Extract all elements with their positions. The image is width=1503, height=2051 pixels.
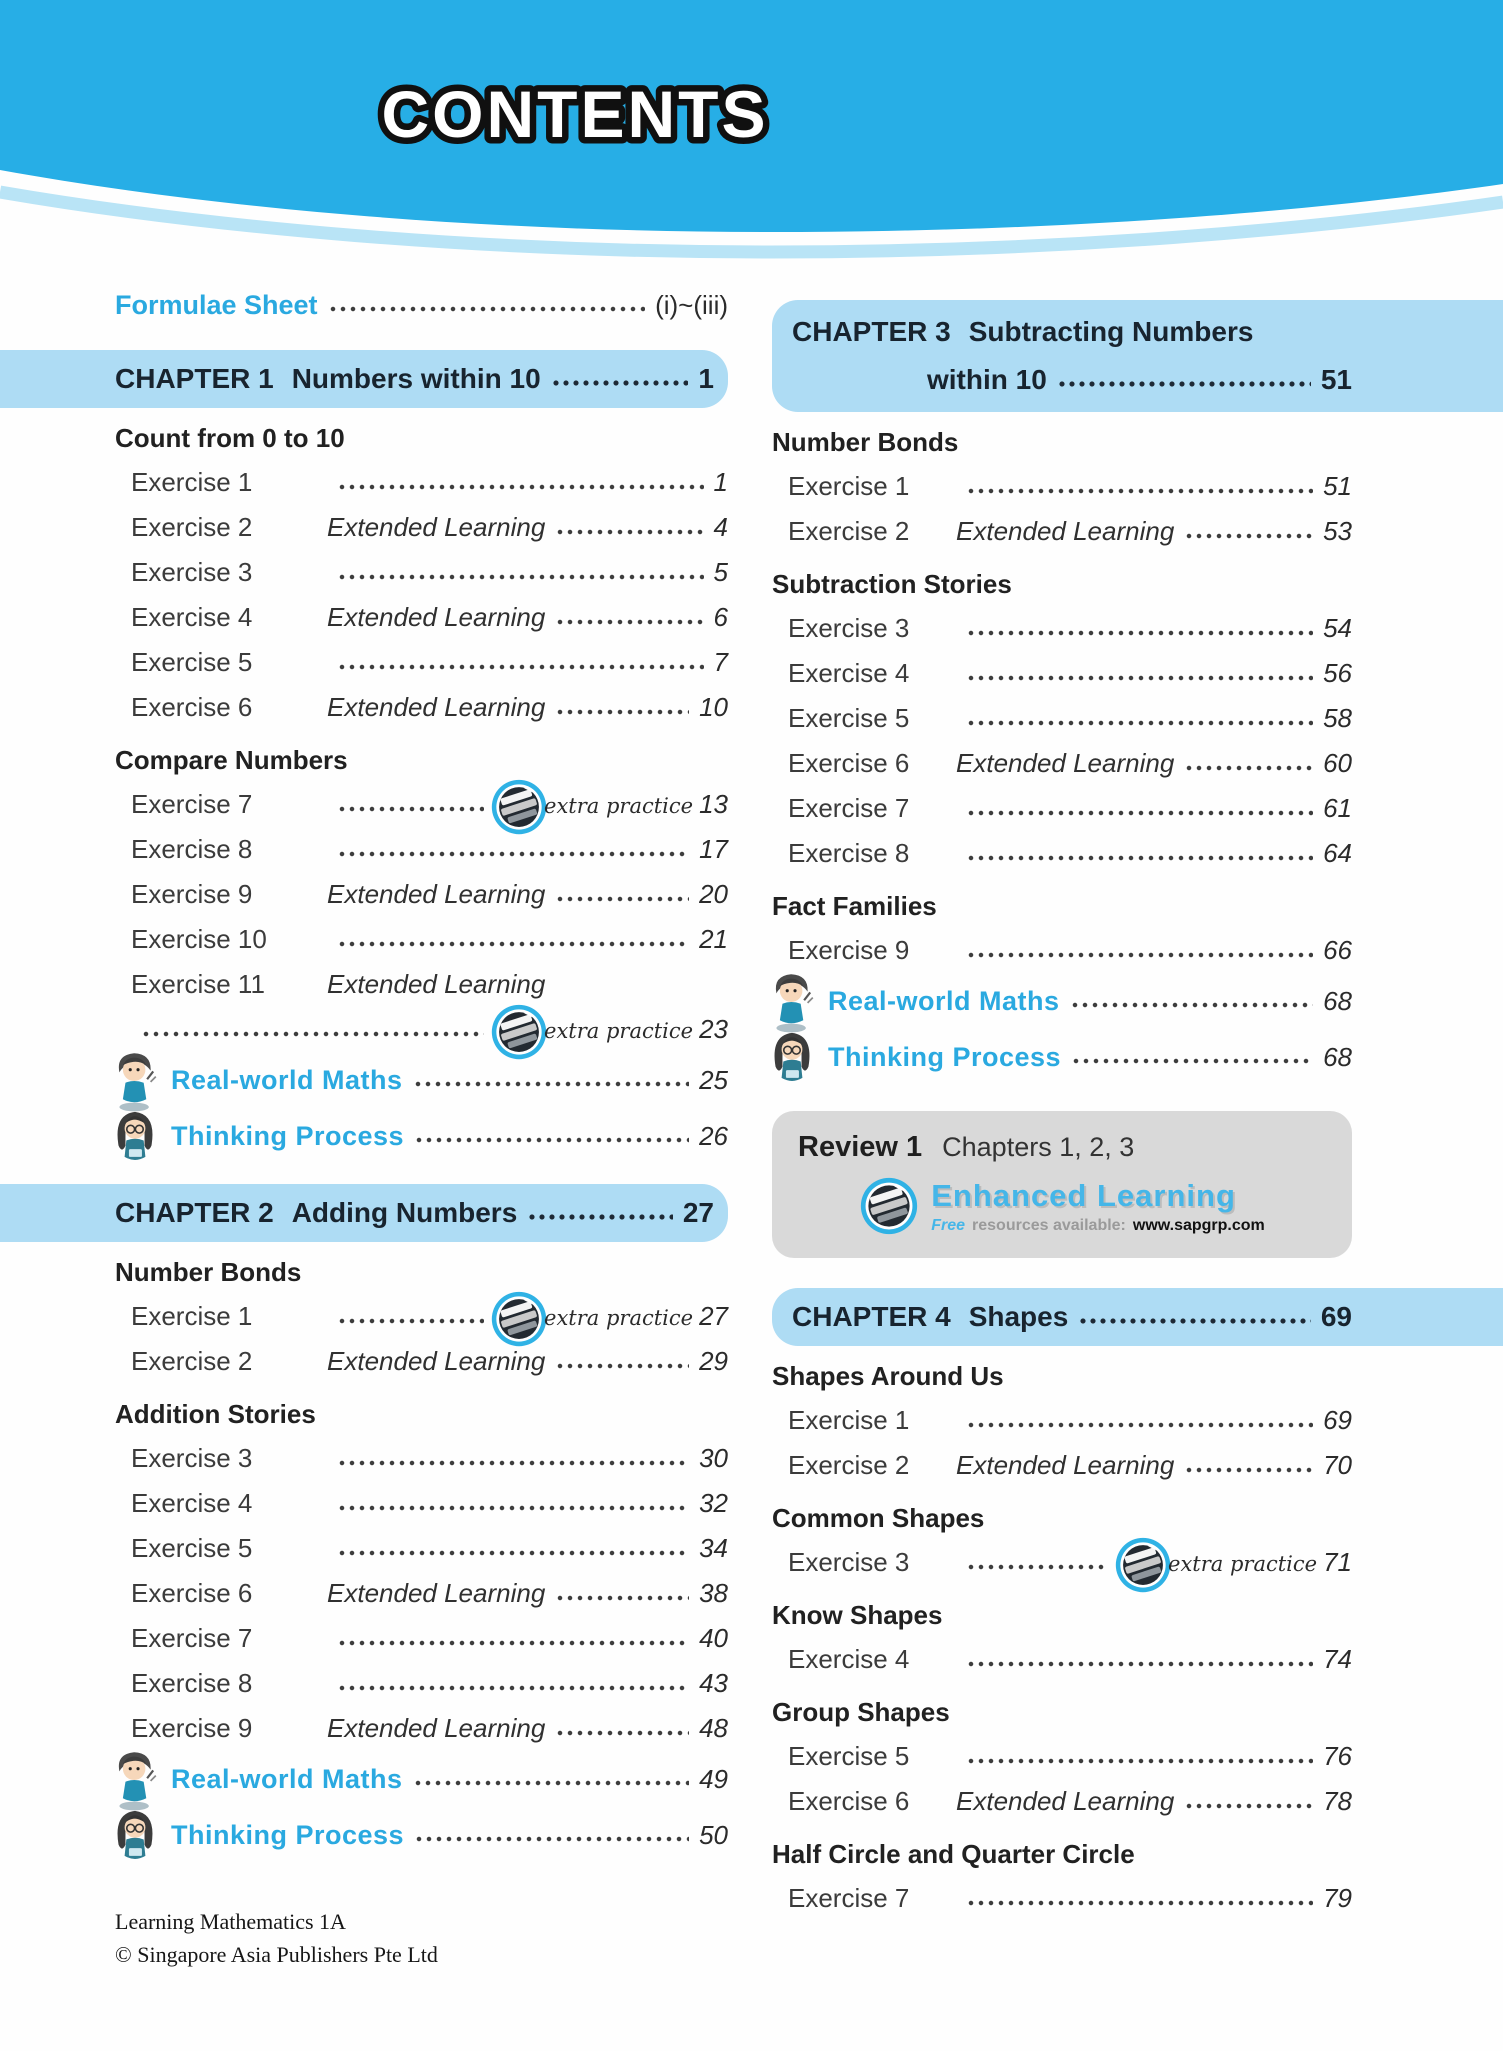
dotted-leader <box>1184 533 1313 539</box>
dotted-leader <box>337 574 704 580</box>
page-number: 25 <box>699 1064 728 1095</box>
toc-right-column <box>772 280 1352 1921</box>
exercise-label: Exercise 8 <box>131 1668 253 1698</box>
dotted-leader <box>1184 765 1313 771</box>
chapter-number: CHAPTER 1 <box>115 363 274 394</box>
dotted-leader <box>966 810 1313 816</box>
page-number: 4 <box>713 512 728 542</box>
extra-practice-stamp <box>1114 1548 1317 1578</box>
feature-entry <box>115 1052 728 1108</box>
chapter-heading <box>0 1184 728 1242</box>
dotted-leader <box>337 1550 689 1556</box>
chapter-title: Subtracting Numbers <box>968 316 1254 347</box>
exercise-label: Exercise 11 <box>131 969 265 999</box>
extra-practice-icon <box>490 1003 548 1061</box>
dotted-leader <box>966 1661 1313 1667</box>
dotted-leader <box>966 1422 1313 1428</box>
dotted-leader <box>555 1363 689 1369</box>
exercise-label: Exercise 5 <box>788 703 910 733</box>
thinking-process-character-icon <box>766 1025 818 1091</box>
exercise-label: Exercise 4 <box>788 658 910 688</box>
exercise-label: Exercise 6 <box>788 748 910 778</box>
toc-entry <box>772 509 1352 554</box>
extra-practice-stamp <box>490 1015 693 1045</box>
page-number: 6 <box>713 602 728 632</box>
toc-entry <box>772 1398 1352 1443</box>
exercise-label: Exercise 9 <box>131 879 253 909</box>
toc-entry <box>772 831 1352 876</box>
section-heading: Number Bonds <box>115 1257 302 1287</box>
page-number: 40 <box>699 1623 728 1653</box>
exercise-label: Exercise 6 <box>788 1786 910 1816</box>
exercise-label: Exercise 5 <box>131 1533 253 1563</box>
chapter-number: CHAPTER 2 <box>115 1197 274 1228</box>
toc-content <box>0 280 1503 1921</box>
exercise-label: Exercise 1 <box>131 467 253 497</box>
toc-entry <box>772 741 1352 786</box>
chapter-number: CHAPTER 3 <box>792 316 951 347</box>
exercise-label: Exercise 6 <box>131 692 253 722</box>
dotted-leader <box>555 709 689 715</box>
dotted-leader <box>966 630 1313 636</box>
dotted-leader <box>414 1137 689 1143</box>
toc-entry <box>115 872 728 917</box>
exercise-label: Exercise 4 <box>131 602 253 632</box>
chapter-number: CHAPTER 4 <box>792 1301 951 1332</box>
extra-practice-label: extra practice <box>544 1018 694 1043</box>
feature-label: Real-world Maths <box>171 1763 403 1794</box>
enhanced-learning-text <box>931 1178 1265 1235</box>
extra-practice-label: extra practice <box>1168 1551 1318 1576</box>
exercise-label: Exercise 1 <box>788 1405 910 1435</box>
page-header-banner <box>0 0 1503 265</box>
page-number: 29 <box>699 1346 728 1376</box>
section-heading: Group Shapes <box>772 1697 950 1727</box>
toc-entry <box>115 1616 728 1661</box>
exercise-label: Exercise 7 <box>131 789 253 819</box>
extra-practice-label: extra practice <box>544 1305 694 1330</box>
toc-entry <box>772 464 1352 509</box>
dotted-leader <box>555 619 703 625</box>
page-number: 13 <box>699 789 728 819</box>
page-number: 69 <box>1323 1405 1352 1435</box>
chapter-heading <box>772 300 1503 412</box>
exercise-label: Exercise 1 <box>131 1301 253 1331</box>
extra-practice-icon <box>490 1290 548 1348</box>
enhanced-learning-logo-icon <box>859 1176 919 1236</box>
feature-label: Thinking Process <box>171 1120 405 1151</box>
review-subtitle: Chapters 1, 2, 3 <box>942 1132 1135 1162</box>
feature-entry <box>115 1108 728 1164</box>
toc-entry <box>772 696 1352 741</box>
dotted-leader <box>966 1758 1313 1764</box>
exercise-label: Exercise 2 <box>131 1346 253 1376</box>
page-number: 53 <box>1323 516 1352 546</box>
dotted-leader <box>966 1564 1108 1570</box>
exercise-note: Extended Learning <box>956 1450 1175 1480</box>
dotted-leader <box>337 664 704 670</box>
toc-entry <box>115 1436 728 1481</box>
section-heading: Fact Families <box>772 891 937 921</box>
exercise-note: Extended Learning <box>956 1786 1175 1816</box>
dotted-leader <box>1057 381 1311 387</box>
page-number: 23 <box>699 1014 728 1044</box>
chapter-heading <box>0 350 728 408</box>
toc-entry <box>772 1540 1352 1585</box>
page-number: 66 <box>1323 935 1352 965</box>
dotted-leader <box>328 306 646 312</box>
exercise-note: Extended Learning <box>327 1713 546 1743</box>
exercise-label: Exercise 7 <box>788 793 910 823</box>
dotted-leader <box>414 1836 689 1842</box>
page-number: 74 <box>1323 1644 1352 1674</box>
dotted-leader <box>527 1214 673 1220</box>
enhanced-learning-title: Enhanced Learning <box>931 1177 1236 1213</box>
dotted-leader <box>966 952 1313 958</box>
formulae-sheet-page: (i)~(iii) <box>655 289 728 320</box>
page-number: 1 <box>713 467 728 497</box>
exercise-label: Exercise 5 <box>788 1741 910 1771</box>
toc-entry <box>115 640 728 685</box>
exercise-note: Extended Learning <box>327 1578 546 1608</box>
toc-entry <box>115 1526 728 1571</box>
page-number: 70 <box>1323 1450 1352 1480</box>
dotted-leader <box>966 1900 1313 1906</box>
toc-entry <box>115 917 728 962</box>
page-number: 56 <box>1323 658 1352 688</box>
page-number: 26 <box>699 1120 728 1151</box>
exercise-label: Exercise 10 <box>131 924 267 954</box>
section-heading: Shapes Around Us <box>772 1361 1004 1391</box>
toc-entry <box>772 1637 1352 1682</box>
header-curve-graphic <box>0 0 1503 265</box>
feature-entry <box>115 1751 728 1807</box>
exercise-note: Extended Learning <box>956 748 1175 778</box>
feature-label: Real-world Maths <box>828 985 1060 1016</box>
exercise-label: Exercise 7 <box>131 1623 253 1653</box>
toc-entry <box>772 1443 1352 1488</box>
toc-left-column <box>115 280 728 1921</box>
page-number: 48 <box>699 1713 728 1743</box>
toc-entry <box>772 1876 1352 1921</box>
dotted-leader <box>551 380 689 386</box>
dotted-leader <box>555 896 689 902</box>
exercise-note: Extended Learning <box>327 1346 546 1376</box>
thinking-process-character-icon <box>109 1104 161 1170</box>
page-number: 68 <box>1323 1041 1352 1072</box>
section-heading: Common Shapes <box>772 1503 985 1533</box>
section-heading: Count from 0 to 10 <box>115 423 345 453</box>
toc-entry <box>772 651 1352 696</box>
exercise-label: Exercise 1 <box>788 471 910 501</box>
dotted-leader <box>337 1640 689 1646</box>
page-number: 49 <box>699 1763 728 1794</box>
extra-practice-stamp <box>490 790 693 820</box>
free-label: Free <box>931 1216 966 1234</box>
page-number: 43 <box>699 1668 728 1698</box>
entry-line1 <box>115 962 728 1007</box>
page-number: 58 <box>1323 703 1352 733</box>
dotted-leader <box>337 806 484 812</box>
resources-available-label: resources available: <box>972 1216 1126 1234</box>
section-heading: Compare Numbers <box>115 745 348 775</box>
dotted-leader <box>966 720 1313 726</box>
dotted-leader <box>337 484 704 490</box>
toc-entry <box>115 1339 728 1384</box>
dotted-leader <box>1184 1467 1313 1473</box>
toc-entry <box>115 1571 728 1616</box>
exercise-label: Exercise 9 <box>788 935 910 965</box>
exercise-label: Exercise 6 <box>131 1578 253 1608</box>
page-number: 20 <box>699 879 728 909</box>
dotted-leader <box>555 529 703 535</box>
exercise-label: Exercise 8 <box>788 838 910 868</box>
page-number: 30 <box>699 1443 728 1473</box>
page-number: 78 <box>1323 1786 1352 1816</box>
dotted-leader <box>555 1595 689 1601</box>
page-number: 79 <box>1323 1883 1352 1913</box>
dotted-leader <box>1070 1002 1314 1008</box>
toc-entry <box>115 550 728 595</box>
book-title: Learning Mathematics 1A <box>115 1909 346 1934</box>
toc-entry <box>772 606 1352 651</box>
page-number: 68 <box>1323 985 1352 1016</box>
exercise-label: Exercise 4 <box>788 1644 910 1674</box>
formulae-sheet-entry <box>115 280 728 330</box>
exercise-label: Exercise 3 <box>788 613 910 643</box>
feature-label: Thinking Process <box>171 1819 405 1850</box>
toc-entry <box>115 1294 728 1339</box>
dotted-leader <box>337 1685 689 1691</box>
page-number: 5 <box>713 557 728 587</box>
page-number: 32 <box>699 1488 728 1518</box>
dotted-leader <box>1184 1803 1313 1809</box>
website-url: www.sapgrp.com <box>1132 1216 1265 1234</box>
entry-line2 <box>115 1007 728 1052</box>
copyright-notice: © Singapore Asia Publishers Pte Ltd <box>115 1942 438 1967</box>
page-number: 60 <box>1323 748 1352 778</box>
exercise-note: Extended Learning <box>956 516 1175 546</box>
chapter-page: 69 <box>1320 1301 1352 1332</box>
enhanced-learning-subline <box>931 1217 1265 1235</box>
dotted-leader <box>966 488 1313 494</box>
page-number: 27 <box>699 1301 728 1331</box>
chapter-heading <box>772 1288 1503 1346</box>
enhanced-learning-banner <box>798 1176 1326 1236</box>
exercise-label: Exercise 4 <box>131 1488 253 1518</box>
exercise-label: Exercise 2 <box>788 516 910 546</box>
exercise-note: Extended Learning <box>327 512 546 542</box>
dotted-leader <box>413 1780 690 1786</box>
exercise-label: Exercise 2 <box>131 512 253 542</box>
toc-entry <box>115 827 728 872</box>
exercise-label: Exercise 3 <box>131 1443 253 1473</box>
feature-entry <box>772 973 1352 1029</box>
chapter-page: 51 <box>1320 364 1352 395</box>
dotted-leader <box>141 1031 484 1037</box>
section-heading: Addition Stories <box>115 1399 316 1429</box>
dotted-leader <box>966 855 1313 861</box>
page-number: 54 <box>1323 613 1352 643</box>
toc-entry <box>115 782 728 827</box>
chapter-title: Adding Numbers <box>291 1197 518 1228</box>
review-heading <box>798 1131 1326 1164</box>
chapter-heading-line2 <box>792 356 1352 404</box>
page-number: 21 <box>699 924 728 954</box>
extra-practice-icon <box>490 778 548 836</box>
extra-practice-icon <box>1114 1536 1172 1594</box>
page-number: 51 <box>1323 471 1352 501</box>
review-label: Review 1 <box>798 1131 923 1163</box>
chapter-title: Numbers within 10 <box>291 363 541 394</box>
toc-entry <box>115 1661 728 1706</box>
review-box <box>772 1111 1352 1258</box>
dotted-leader <box>555 1730 689 1736</box>
toc-entry <box>115 505 728 550</box>
dotted-leader <box>1078 1318 1311 1324</box>
toc-entry <box>115 962 728 1052</box>
dotted-leader <box>337 1505 689 1511</box>
dotted-leader <box>337 851 689 857</box>
page-number: 38 <box>699 1578 728 1608</box>
toc-entry <box>115 460 728 505</box>
exercise-note: Extended Learning <box>327 879 546 909</box>
dotted-leader <box>1071 1058 1313 1064</box>
chapter-title-continued: within 10 <box>927 364 1047 395</box>
toc-entry <box>772 1779 1352 1824</box>
exercise-label: Exercise 7 <box>788 1883 910 1913</box>
exercise-label: Exercise 9 <box>131 1713 253 1743</box>
section-heading: Half Circle and Quarter Circle <box>772 1839 1135 1869</box>
toc-entry <box>115 685 728 730</box>
dotted-leader <box>966 675 1313 681</box>
page-number: 71 <box>1323 1547 1352 1577</box>
page-number: 10 <box>699 692 728 722</box>
toc-entry <box>772 1734 1352 1779</box>
extra-practice-stamp <box>490 1302 693 1332</box>
feature-label: Real-world Maths <box>171 1064 403 1095</box>
toc-entry <box>115 1706 728 1751</box>
page-title: CONTENTS <box>381 77 769 151</box>
feature-entry <box>115 1807 728 1863</box>
exercise-note: Extended Learning <box>327 602 546 632</box>
exercise-label: Exercise 3 <box>131 557 253 587</box>
dotted-leader <box>337 1318 484 1324</box>
chapter-page: 27 <box>682 1197 714 1228</box>
toc-entry <box>115 595 728 640</box>
section-heading: Subtraction Stories <box>772 569 1012 599</box>
page-number: 50 <box>699 1819 728 1850</box>
dotted-leader <box>337 1460 689 1466</box>
exercise-label: Exercise 5 <box>131 647 253 677</box>
chapter-page: 1 <box>698 363 714 394</box>
feature-label: Thinking Process <box>828 1041 1062 1072</box>
exercise-label: Exercise 3 <box>788 1547 910 1577</box>
chapter-title: Shapes <box>968 1301 1069 1332</box>
exercise-label: Exercise 2 <box>788 1450 910 1480</box>
toc-entry <box>772 928 1352 973</box>
page-number: 61 <box>1323 793 1352 823</box>
page-number: 34 <box>699 1533 728 1563</box>
extra-practice-label: extra practice <box>544 793 694 818</box>
page-number: 76 <box>1323 1741 1352 1771</box>
page-number: 7 <box>713 647 728 677</box>
toc-entry <box>115 1481 728 1526</box>
formulae-sheet-label: Formulae Sheet <box>115 289 318 320</box>
section-heading: Know Shapes <box>772 1600 943 1630</box>
page-footer <box>115 1905 438 1971</box>
thinking-process-character-icon <box>109 1803 161 1869</box>
dotted-leader <box>413 1081 690 1087</box>
page-number: 64 <box>1323 838 1352 868</box>
exercise-note: Extended Learning <box>327 969 546 999</box>
feature-entry <box>772 1029 1352 1085</box>
dotted-leader <box>337 941 689 947</box>
exercise-label: Exercise 8 <box>131 834 253 864</box>
toc-entry <box>772 786 1352 831</box>
exercise-note: Extended Learning <box>327 692 546 722</box>
chapter-heading-line1 <box>792 308 1352 356</box>
section-heading: Number Bonds <box>772 427 959 457</box>
page-number: 17 <box>699 834 728 864</box>
